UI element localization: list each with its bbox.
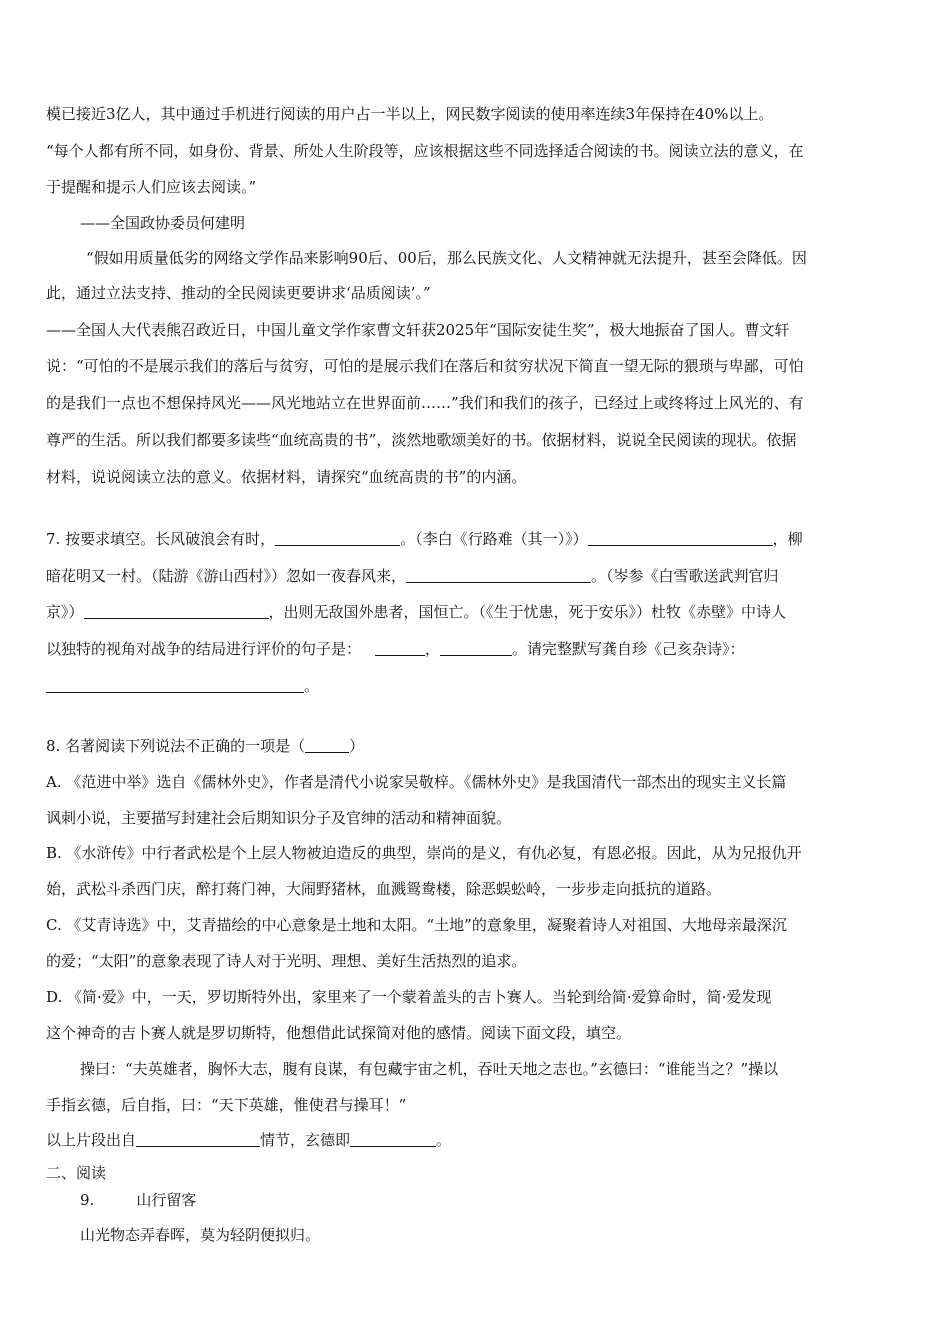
answer-blank[interactable] [406, 568, 591, 583]
answer-blank[interactable] [84, 604, 269, 619]
answer-blank[interactable] [375, 641, 425, 656]
option-d-line: 这个神奇的吉卜赛人就是罗切斯特，他想借此试探简对他的感情。阅读下面文段，填空。 [46, 1024, 632, 1042]
answer-blank[interactable] [305, 738, 349, 753]
text-line: “每个人都有所不同，如身份、背景、所处人生阶段等，应该根据这些不同选择适合阅读的书。阅读立法的意义，在 [46, 142, 804, 160]
q9-heading: 9. 山行留客 [80, 1191, 197, 1209]
option-a-line: A. 《范进中举》选自《儒林外史》，作者是清代小说家吴敬梓。《儒林外史》是我国清代一部杰出的现实主义长篇 [46, 773, 787, 791]
text-line: 于提醒和提示人们应该去阅读。” [46, 178, 257, 196]
option-c-line: 的爱；“太阳”的意象表现了诗人对于光明、理想、美好生活热烈的追求。 [46, 952, 527, 970]
q7-line-4: 以独特的视角对战争的结局进行评价的句子是： ， 。请完整默写龚自珍《己亥杂诗》： [46, 640, 745, 658]
option-a-line: 讽刺小说，主要描写封建社会后期知识分子及官绅的活动和精神面貌。 [46, 809, 512, 827]
text-line: 材料，说说阅读立法的意义。依据材料，请探究“血统高贵的书”的内涵。 [46, 468, 527, 486]
answer-blank[interactable] [275, 531, 400, 546]
text-line: 说：“可怕的不是展示我们的落后与贫穷，可怕的是展示我们在落后和贫穷状况下简直一望无际的猥琐与卑鄙，可怕 [46, 357, 804, 375]
q8-stem: 8. 名著阅读下列说法不正确的一项是（ ） [46, 737, 365, 755]
option-d-line: D. 《简·爱》中，一天，罗切斯特外出，家里来了一个蒙着盖头的吉卜赛人。当轮到给简·爱算命时，简·爱发现 [46, 988, 772, 1006]
option-b-line: 始，武松斗杀西门庆，醉打蒋门神，大闹野猪林，血溅鸳鸯楼，除恶蜈蚣岭，一步步走向抵抗的道路。 [46, 880, 722, 898]
text-line: 模已接近3亿人，其中通过手机进行阅读的用户占一半以上，网民数字阅读的使用率连续3年保持在40%以上。 [46, 105, 774, 123]
poem-line: 山光物态弄春晖，莫为轻阴便拟归。 [80, 1226, 321, 1244]
quote-line: 操曰：“夫英雄者，胸怀大志，腹有良谋，有包藏宇宙之机，吞吐天地之志也。”玄德曰：“谁能当之？”操以 [80, 1060, 779, 1078]
q7-line-3: 京》） ，出则无敌国外患者，国恒亡。（《生于忧患，死于安乐》）杜牧《赤壁》中诗人 [46, 603, 787, 621]
answer-blank[interactable] [588, 531, 773, 546]
q8-fill-line: 以上片段出自 情节，玄德即 。 [46, 1131, 452, 1149]
q7-line-5: 。 [46, 676, 908, 696]
option-b-line: B. 《水浒传》中行者武松是个上层人物被迫造反的典型，崇尚的是义，有仇必复，有恩必报。因此，从为兄报仇开 [46, 844, 802, 862]
text-line: “假如用质量低劣的网络文学作品来影响90后、00后，那么民族文化、人文精神就无法提升，甚至会降低。因 [86, 249, 807, 267]
text-line: 此，通过立法支持、推动的全民阅读更要讲求‘品质阅读’。” [46, 284, 431, 302]
text-line: ——全国人大代表熊召政近日，中国儿童文学作家曹文轩获2025年“国际安徒生奖”，极大地振奋了国人。曹文轩 [46, 321, 790, 339]
answer-blank[interactable] [350, 1132, 436, 1147]
answer-blank[interactable] [46, 678, 304, 693]
q7-line-1: 7. 按要求填空。长风破浪会有时， 。（李白《行路难（其一）》） ，柳 [46, 530, 803, 548]
text-line: 的是我们一点也不想保持风光——风光地站立在世界面前……”我们和我们的孩子，已经过上或终将过上风光的、有 [46, 394, 804, 412]
option-c-line: C. 《艾青诗选》中，艾青描绘的中心意象是土地和太阳。“土地”的意象里，凝聚着诗人对祖国、大地母亲最深沉 [46, 916, 787, 934]
section-title: 二、阅读 [46, 1164, 107, 1182]
answer-blank[interactable] [136, 1132, 260, 1147]
attribution-line: ——全国政协委员何建明 [80, 214, 246, 232]
text-line: 尊严的生活。所以我们都要多读些“血统高贵的书”，淡然地歌颂美好的书。依据材料，说说全民阅读的现状。依据 [46, 431, 797, 449]
q7-line-2: 暗花明又一村。（陆游《游山西村》）忽如一夜春风来， 。（岑参《白雪歌送武判官归 [46, 567, 779, 585]
answer-blank[interactable] [440, 641, 512, 656]
quote-line: 手指玄德，后自指，曰：“天下英雄，惟使君与操耳！” [46, 1096, 407, 1114]
